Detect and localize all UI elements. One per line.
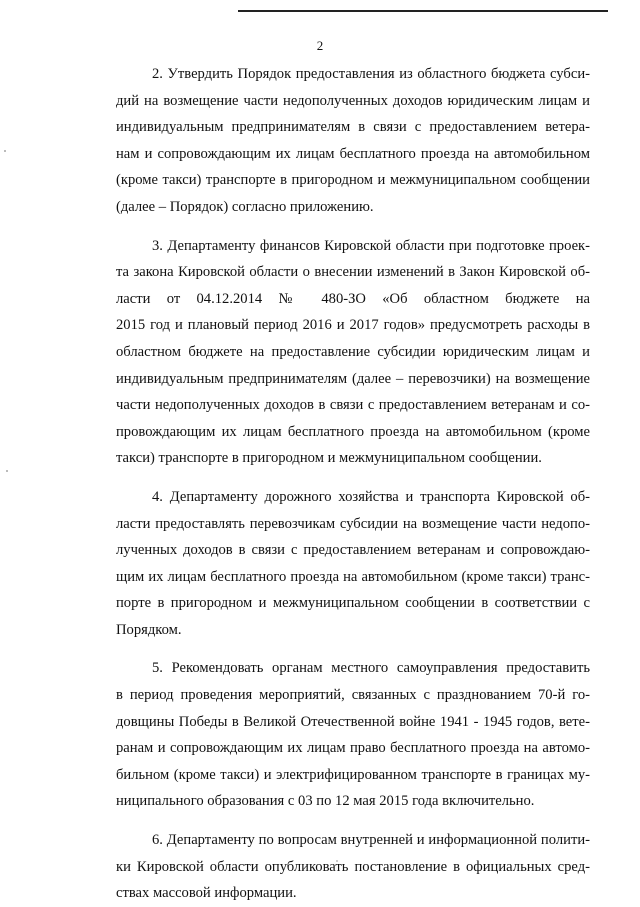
- paragraph-3: [116, 233, 590, 472]
- text-line: индивидуальным предпринимателям в связи с предоставлением ветера-: [116, 119, 590, 136]
- text-line: 5. Рекомендовать органам местного самоуправления предоставить: [152, 660, 590, 677]
- text-line: ки Кировской области опубликовать постановление в официальных сред-: [116, 858, 590, 875]
- text-line: нам и сопровождающим их лицам бесплатного проезда на автомобильном: [116, 145, 590, 162]
- top-border-rule: [238, 10, 608, 12]
- text-line: (далее – Порядок) согласно приложению.: [116, 198, 374, 215]
- text-line: областном бюджете на предоставление субсидии юридическим лицам и: [116, 343, 590, 360]
- text-line: 2. Утвердить Порядок предоставления из областного бюджета субси-: [152, 66, 590, 82]
- paragraph-gap: [116, 472, 590, 484]
- text-line: индивидуальным предпринимателям (далее – перевозчики) на возмещение: [116, 370, 590, 387]
- paragraph-6: [116, 827, 590, 907]
- paragraph-gap: [116, 815, 590, 827]
- text-line: ласти от 04.12.2014 № 480-ЗО «Об областном бюджете на: [116, 290, 590, 307]
- paragraph-5: [116, 655, 590, 815]
- text-line: лученных доходов в связи с предоставлением ветеранам и сопровождаю-: [116, 542, 590, 559]
- text-line: довщины Победы в Великой Отечественной войне 1941 - 1945 годов, вете-: [116, 713, 590, 730]
- text-line: такси) транспорте в пригородном и межмуниципальном сообщении.: [116, 450, 542, 467]
- page-number: 2: [316, 38, 324, 53]
- paragraph-gap: [116, 221, 590, 233]
- text-line: ниципального образования с 03 по 12 мая 2015 года включительно.: [116, 793, 535, 810]
- text-line: части недополученных доходов в связи с предоставлением ветеранам и со-: [116, 397, 590, 414]
- text-line: 4. Департаменту дорожного хозяйства и транспорта Кировской об-: [152, 488, 590, 505]
- paragraph-gap: [116, 643, 590, 655]
- text-line: ранам и сопровождающим их лицам право бесплатного проезда на автомо-: [116, 740, 590, 757]
- document-body: [116, 61, 590, 907]
- text-line: порте в пригородном и межмуниципальном сообщении в соответствии с: [116, 595, 590, 612]
- text-line: 2015 год и плановый период 2016 и 2017 годов» предусмотреть расходы в: [116, 317, 590, 334]
- text-line: ласти предоставлять перевозчикам субсидии на возмещение части недопо-: [116, 515, 590, 532]
- text-line: ствах массовой информации.: [116, 885, 297, 902]
- text-line: провождающим их лицам бесплатного проезда на автомобильном (кроме: [116, 423, 590, 440]
- text-line: (кроме такси) транспорте в пригородном и межмуниципальном сообщении: [116, 172, 590, 189]
- text-line: 3. Департаменту финансов Кировской области при подготовке проек-: [152, 237, 590, 254]
- text-line: в период проведения мероприятий, связанных с празднованием 70-й го-: [116, 687, 590, 704]
- text-line: Порядком.: [116, 621, 182, 638]
- scan-speck: [6, 470, 8, 472]
- text-line: дий на возмещение части недополученных доходов юридическим лицам и: [116, 92, 590, 109]
- text-line: 6. Департаменту по вопросам внутренней и информационной полити-: [152, 832, 590, 849]
- paragraph-2: [116, 61, 590, 221]
- scan-speck: [4, 150, 6, 152]
- text-line: та закона Кировской области о внесении изменений в Закон Кировской об-: [116, 264, 590, 281]
- text-line: бильном (кроме такси) и электрифицированном транспорте в границах му-: [116, 766, 590, 783]
- text-line: щим их лицам бесплатного проезда на автомобильном (кроме такси) транс-: [116, 568, 590, 585]
- paragraph-4: [116, 484, 590, 644]
